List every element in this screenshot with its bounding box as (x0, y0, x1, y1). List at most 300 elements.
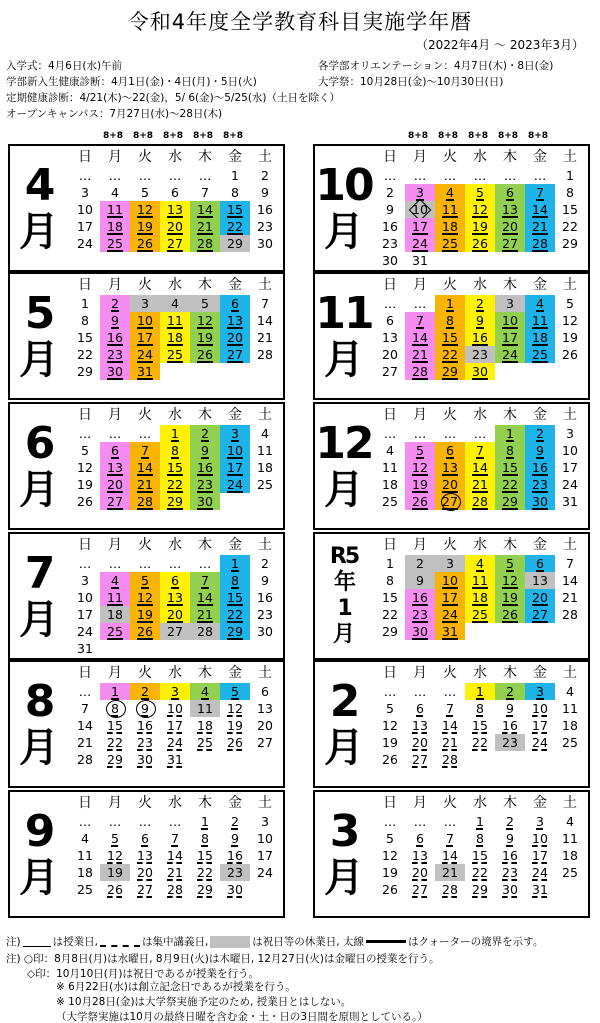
day-grid (375, 555, 585, 640)
day-cell: 8 (435, 312, 465, 329)
day-cell: 27 (160, 623, 190, 640)
day-cell: … (383, 168, 397, 183)
day-cell: 9 (506, 701, 514, 716)
day-cell: 23 (465, 346, 495, 363)
day-cell: 13 (257, 701, 273, 716)
week-row (375, 346, 585, 363)
weekday-label: 木 (503, 537, 517, 553)
day-cell: 1 (201, 814, 209, 829)
day-cell: 13 (160, 589, 190, 606)
day-cell: 4 (566, 684, 574, 699)
day-cell: 14 (562, 573, 578, 588)
day-cell: 8 (201, 831, 209, 846)
week-row (375, 363, 585, 380)
day-cell: 7 (566, 556, 574, 571)
month-label (10, 404, 68, 528)
day-cell (190, 751, 220, 768)
week-row (70, 717, 280, 734)
day-cell: 11 (562, 701, 578, 716)
day-cell: … (473, 168, 487, 183)
weekday-label: 水 (473, 537, 487, 553)
weekday-label: 水 (473, 665, 487, 681)
day-cell: 6 (495, 184, 525, 201)
day-cell: 2 (405, 555, 435, 572)
weekday-header (70, 537, 280, 554)
day-cell: 19 (190, 329, 220, 346)
day-cell: … (168, 814, 182, 829)
day-cell: 1 (495, 425, 525, 442)
weekday-label: 金 (228, 149, 242, 165)
day-cell: 2 (495, 683, 525, 700)
day-cell: 16 (257, 590, 273, 605)
day-cell: … (198, 556, 212, 571)
month-label-part: 5 (24, 288, 54, 339)
day-cell: 30 (465, 363, 495, 380)
day-cell: 28 (190, 235, 220, 252)
weekday-label: 木 (503, 795, 517, 811)
day-cell: 11 (77, 848, 93, 863)
weekday-label: 水 (168, 277, 182, 293)
day-cell: 18 (562, 848, 578, 863)
weekday-label: 火 (443, 795, 457, 811)
day-cell: 22 (435, 346, 465, 363)
day-cell: 23 (495, 734, 525, 751)
legend-text-class: は授業日, (52, 936, 98, 948)
weekday-label: 日 (383, 795, 397, 811)
day-cell: 29 (562, 236, 578, 251)
weekday-label: 日 (78, 277, 92, 293)
day-cell: 16 (137, 718, 153, 733)
day-cell: … (503, 168, 517, 183)
day-cell: 7 (130, 442, 160, 459)
day-cell: 20 (160, 218, 190, 235)
day-grid (70, 167, 280, 252)
weekday-label: 金 (228, 407, 242, 423)
day-cell: 9 (190, 442, 220, 459)
day-cell (465, 252, 495, 269)
day-cell: 6 (416, 701, 424, 716)
day-cell: … (383, 296, 397, 311)
day-cell: 20 (137, 865, 153, 880)
day-cell: 18 (100, 606, 130, 623)
day-cell: 5 (465, 184, 495, 201)
day-cell: 7 (446, 831, 454, 846)
day-cell: 16 (525, 459, 555, 476)
day-cell: … (413, 426, 427, 441)
month-label-part: 2 (329, 676, 359, 727)
day-cell: 23 (405, 606, 435, 623)
weekday-label: 木 (198, 795, 212, 811)
legend-prefix: 注) (6, 936, 21, 948)
day-cell: 29 (197, 882, 213, 897)
day-cell: 11 (160, 312, 190, 329)
day-cell: 3 (435, 555, 465, 572)
day-cell: 28 (167, 882, 183, 897)
day-cell: 12 (382, 848, 398, 863)
day-cell: 29 (220, 235, 250, 252)
day-cell: 21 (525, 218, 555, 235)
month-block (313, 790, 590, 918)
day-cell: 24 (257, 865, 273, 880)
day-cell: 5 (81, 443, 89, 458)
week-row (375, 235, 585, 252)
day-cell: 1 (566, 168, 574, 183)
day-cell: 8 (81, 313, 89, 328)
day-cell (495, 363, 525, 380)
day-cell: … (78, 684, 92, 699)
day-cell: 4 (81, 831, 89, 846)
period-note: 8+8 (498, 131, 519, 141)
week-row (70, 329, 280, 346)
page-subtitle: （2022年4月 ～ 2023年3月） (416, 38, 584, 52)
day-cell: 20 (100, 476, 130, 493)
week-row (375, 295, 585, 312)
day-cell: 11 (562, 831, 578, 846)
day-cell: 12 (130, 201, 160, 218)
info-line: 学部新入生健康診断：4月1日(金)・4日(月)・5日(火) (6, 76, 257, 88)
day-cell: 20 (525, 589, 555, 606)
weekday-label: 月 (413, 665, 427, 681)
weekday-label: 火 (138, 665, 152, 681)
week-row (70, 640, 280, 657)
day-cell: 17 (167, 718, 183, 733)
day-grid (70, 813, 280, 898)
weekday-label: 金 (228, 795, 242, 811)
day-cell: … (383, 426, 397, 441)
month-label-part: 月 (19, 467, 59, 513)
day-cell: 5 (190, 295, 220, 312)
day-cell: 15 (197, 848, 213, 863)
month-label-part: 6 (24, 418, 54, 469)
day-cell: 3 (405, 184, 435, 201)
week-row (70, 623, 280, 640)
day-cell: 22 (220, 606, 250, 623)
weekday-label: 木 (198, 407, 212, 423)
weekday-label: 土 (258, 277, 272, 293)
day-cell: 3 (81, 185, 89, 200)
day-cell (250, 493, 280, 510)
day-cell: 16 (382, 219, 398, 234)
day-cell: 25 (382, 494, 398, 509)
week-row (70, 235, 280, 252)
day-cell: 9 (231, 831, 239, 846)
day-cell: 16 (465, 329, 495, 346)
month-label-part: 月 (332, 622, 355, 647)
day-cell: … (78, 814, 92, 829)
week-row (70, 425, 280, 442)
day-cell: 16 (405, 589, 435, 606)
day-cell: 14 (405, 329, 435, 346)
month-label-part: 月 (19, 337, 59, 383)
week-row (70, 830, 280, 847)
day-cell: … (443, 168, 457, 183)
day-cell: 31 (562, 494, 578, 509)
weekday-label: 木 (198, 149, 212, 165)
day-cell: … (413, 814, 427, 829)
day-cell (220, 640, 250, 657)
week-row (70, 459, 280, 476)
weekday-header (70, 407, 280, 424)
weekday-label: 木 (503, 407, 517, 423)
month-block (313, 144, 590, 272)
day-cell: 13 (160, 201, 190, 218)
month-block (8, 402, 285, 530)
day-cell (465, 751, 495, 768)
weekday-label: 火 (138, 795, 152, 811)
day-cell: 29 (382, 624, 398, 639)
day-cell: 7 (405, 312, 435, 329)
day-cell: 25 (197, 735, 213, 750)
month-label (315, 146, 373, 270)
day-cell: 9 (525, 442, 555, 459)
day-cell: 14 (257, 313, 273, 328)
month-block (313, 532, 590, 660)
day-cell: 4 (435, 184, 465, 201)
weekday-label: 水 (473, 149, 487, 165)
day-cell (555, 881, 585, 898)
weekday-label: 土 (258, 795, 272, 811)
day-cell: 24 (532, 735, 548, 750)
day-cell: 23 (502, 865, 518, 880)
weekday-label: 日 (78, 537, 92, 553)
day-cell (435, 252, 465, 269)
day-cell: 6 (416, 831, 424, 846)
day-cell: 11 (100, 589, 130, 606)
day-cell: 15 (382, 590, 398, 605)
day-cell: 23 (100, 346, 130, 363)
weekday-label: 金 (533, 277, 547, 293)
weekday-label: 金 (533, 407, 547, 423)
day-cell: 28 (190, 623, 220, 640)
weekday-header (70, 795, 280, 812)
weekday-header (375, 795, 585, 812)
day-cell: 6 (525, 555, 555, 572)
day-cell: 14 (442, 848, 458, 863)
day-cell: 1 (465, 683, 495, 700)
weekday-header (375, 407, 585, 424)
day-cell: 28 (405, 363, 435, 380)
day-cell: 18 (435, 218, 465, 235)
day-cell: 12 (77, 460, 93, 475)
day-cell: … (443, 426, 457, 441)
day-cell: 6 (435, 442, 465, 459)
day-cell: … (198, 168, 212, 183)
week-row (70, 476, 280, 493)
week-row (375, 201, 585, 218)
day-cell: 14 (77, 718, 93, 733)
day-cell: 7 (465, 442, 495, 459)
week-row (375, 830, 585, 847)
day-cell: 24 (562, 477, 578, 492)
notes-extra (56, 980, 428, 1023)
day-cell: 30 (257, 624, 273, 639)
week-row (70, 847, 280, 864)
day-cell: 16 (257, 202, 273, 217)
day-cell: 10 (435, 572, 465, 589)
day-cell: 10 (405, 201, 435, 218)
day-cell: 30 (382, 253, 398, 268)
weekday-label: 水 (168, 795, 182, 811)
week-row (70, 184, 280, 201)
day-grid (375, 425, 585, 510)
month-label (10, 146, 68, 270)
day-cell: 12 (405, 459, 435, 476)
day-cell: 31 (532, 882, 548, 897)
day-cell: … (413, 296, 427, 311)
weekday-header (375, 149, 585, 166)
week-row (375, 864, 585, 881)
day-grid (70, 295, 280, 380)
day-cell: 8 (231, 185, 239, 200)
day-cell: 27 (412, 752, 428, 767)
day-cell: 27 (495, 235, 525, 252)
day-cell: 26 (495, 606, 525, 623)
weekday-label: 土 (563, 277, 577, 293)
week-row (70, 442, 280, 459)
weekday-label: 金 (533, 149, 547, 165)
day-cell: 22 (472, 865, 488, 880)
period-note: 8+8 (528, 131, 549, 141)
day-cell: 19 (227, 718, 243, 733)
day-cell: 5 (130, 572, 160, 589)
day-cell: 21 (190, 218, 220, 235)
day-cell (250, 751, 280, 768)
week-row (70, 346, 280, 363)
weekday-label: 月 (108, 795, 122, 811)
day-cell: 9 (506, 831, 514, 846)
month-label-part: 9 (24, 806, 54, 857)
day-cell: 18 (197, 718, 213, 733)
day-cell: 9 (386, 202, 394, 217)
day-cell: 31 (130, 363, 160, 380)
day-cell (100, 640, 130, 657)
weekday-header (70, 665, 280, 682)
weekday-label: 金 (533, 665, 547, 681)
day-cell: 6 (386, 313, 394, 328)
day-cell: 21 (562, 590, 578, 605)
day-cell: 1 (160, 425, 190, 442)
weekday-label: 金 (228, 537, 242, 553)
legend (6, 934, 543, 949)
day-cell: 4 (190, 683, 220, 700)
day-cell: 18 (382, 477, 398, 492)
day-grid (70, 425, 280, 510)
day-cell: 30 (227, 882, 243, 897)
weekday-label: 木 (503, 277, 517, 293)
weekday-label: 水 (168, 407, 182, 423)
day-cell (160, 363, 190, 380)
day-cell: 19 (405, 476, 435, 493)
month-block (8, 272, 285, 400)
day-cell: 4 (465, 555, 495, 572)
day-cell: 10 (495, 312, 525, 329)
day-cell: 1 (220, 555, 250, 572)
week-row (375, 606, 585, 623)
day-cell: 8 (476, 831, 484, 846)
week-row (375, 847, 585, 864)
day-cell: … (108, 426, 122, 441)
day-cell: 16 (502, 848, 518, 863)
day-cell: 5 (220, 683, 250, 700)
day-cell: 14 (525, 201, 555, 218)
week-row (375, 555, 585, 572)
month-label-part: 8 (24, 676, 54, 727)
day-cell: 22 (77, 347, 93, 362)
weekday-header (375, 665, 585, 682)
weekday-label: 水 (473, 277, 487, 293)
day-cell: … (443, 684, 457, 699)
week-row (70, 555, 280, 572)
month-label (315, 662, 373, 786)
day-cell: 8 (386, 573, 394, 588)
day-cell: 27 (220, 346, 250, 363)
day-cell: 17 (495, 329, 525, 346)
week-row (375, 425, 585, 442)
day-cell: 20 (220, 329, 250, 346)
day-cell (130, 640, 160, 657)
weekday-label: 日 (383, 537, 397, 553)
week-row (375, 493, 585, 510)
weekday-label: 月 (413, 795, 427, 811)
day-cell: … (168, 556, 182, 571)
day-cell: 20 (435, 476, 465, 493)
day-cell: 12 (190, 312, 220, 329)
week-row (375, 329, 585, 346)
day-cell: 15 (562, 202, 578, 217)
day-cell: 11 (190, 700, 220, 717)
month-label (315, 792, 373, 916)
day-cell: 22 (160, 476, 190, 493)
weekday-label: 木 (198, 665, 212, 681)
day-cell: 2 (465, 295, 495, 312)
day-cell (250, 640, 280, 657)
day-cell: 12 (107, 848, 123, 863)
info-line: 各学部オリエンテーション：4月7日(木)・8日(金) (318, 60, 554, 72)
week-row (70, 493, 280, 510)
day-cell: 18 (100, 218, 130, 235)
month-block (313, 272, 590, 400)
day-cell: 7 (171, 831, 179, 846)
weekday-label: 月 (413, 537, 427, 553)
day-cell (495, 751, 525, 768)
day-cell: 17 (220, 459, 250, 476)
day-cell: 28 (525, 235, 555, 252)
day-cell: 1 (81, 296, 89, 311)
day-cell: 21 (190, 606, 220, 623)
day-cell (495, 623, 525, 640)
week-row (375, 184, 585, 201)
day-cell: 1 (231, 168, 239, 183)
weekday-label: 金 (228, 665, 242, 681)
day-cell: 2 (261, 556, 269, 571)
month-label (10, 662, 68, 786)
weekday-label: 日 (78, 149, 92, 165)
day-cell: 22 (495, 476, 525, 493)
day-cell: 26 (382, 752, 398, 767)
day-cell: 8 (566, 185, 574, 200)
day-cell: 23 (220, 864, 250, 881)
day-cell: 6 (100, 442, 130, 459)
day-cell: 15 (107, 718, 123, 733)
day-cell: 17 (257, 848, 273, 863)
day-cell: 20 (257, 718, 273, 733)
period-note: 8+8 (223, 131, 244, 141)
weekday-label: 日 (78, 795, 92, 811)
day-cell: … (533, 168, 547, 183)
day-cell: 26 (465, 235, 495, 252)
day-cell: 2 (130, 683, 160, 700)
day-cell: 19 (382, 865, 398, 880)
